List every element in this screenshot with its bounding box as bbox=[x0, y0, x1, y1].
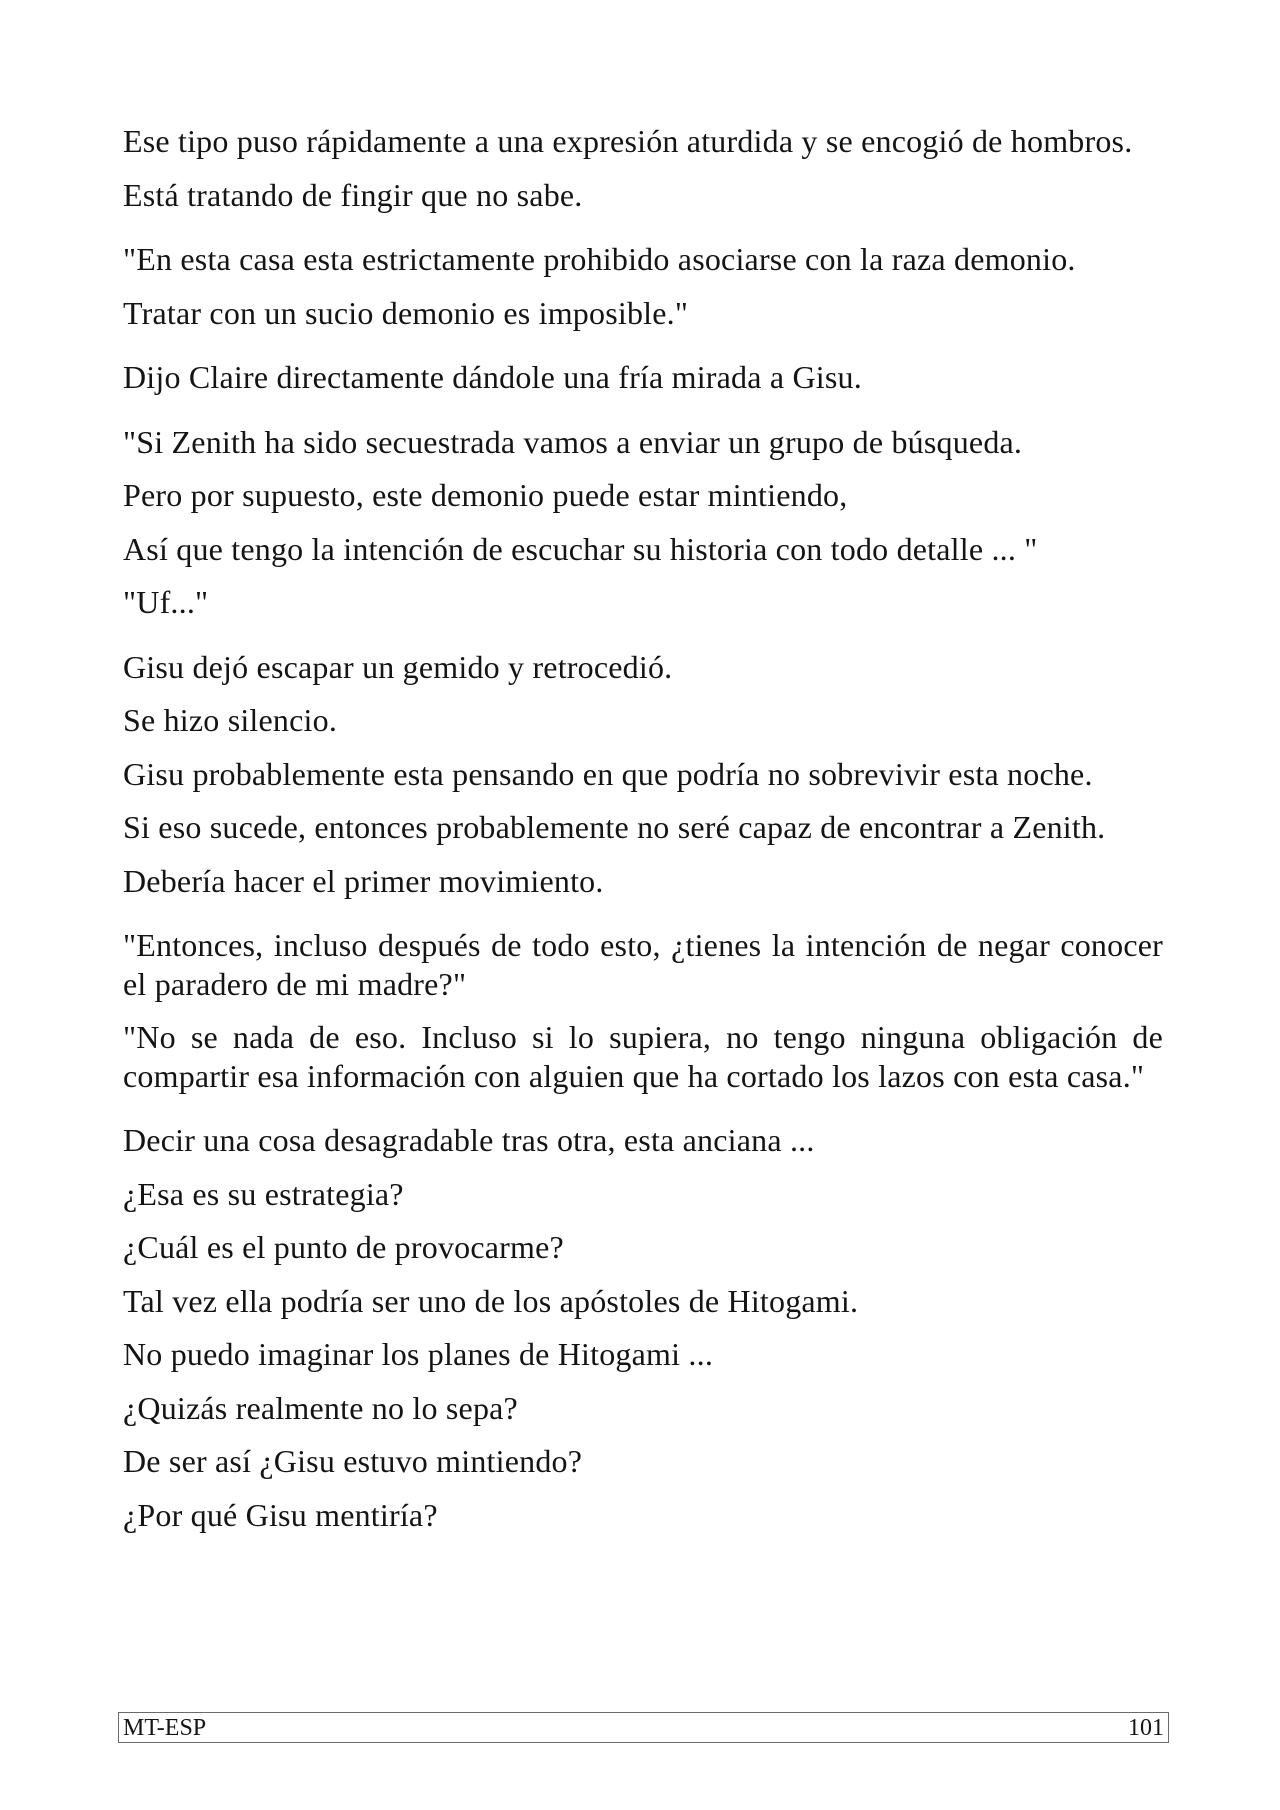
paragraph: Se hizo silencio. bbox=[123, 702, 338, 738]
paragraph: Dijo Claire directamente dándole una fría mirada a Gisu. bbox=[123, 359, 862, 395]
paragraph: "No se nada de eso. Incluso si lo supiera, no tengo ninguna obligación de compartir esa información con alguien que ha cortado los lazos con esta casa." bbox=[123, 1019, 1163, 1094]
footer-label: MT-ESP bbox=[123, 1714, 207, 1741]
paragraph: "Si Zenith ha sido secuestrada vamos a enviar un grupo de búsqueda. bbox=[123, 423, 1023, 460]
paragraph: Pero por supuesto, este demonio puede estar mintiendo, bbox=[123, 477, 848, 513]
paragraph: "Entonces, incluso después de todo esto, ¿tienes la intención de negar conocer el paradero de mi madre?" bbox=[123, 927, 1163, 1002]
paragraph: Gisu probablemente esta pensando en que podría no sobrevivir esta noche. bbox=[123, 755, 1093, 792]
paragraph: "Uf..." bbox=[123, 584, 209, 620]
paragraph: No puedo imaginar los planes de Hitogami ... bbox=[123, 1336, 714, 1372]
paragraph: Así que tengo la intención de escuchar su historia con todo detalle ... " bbox=[123, 530, 1038, 567]
paragraph: Tal vez ella podría ser uno de los apóstoles de Hitogami. bbox=[123, 1282, 859, 1319]
paragraph: ¿Cuál es el punto de provocarme? bbox=[123, 1229, 564, 1265]
paragraph: Debería hacer el primer movimiento. bbox=[123, 862, 604, 899]
paragraph: Decir una cosa desagradable tras otra, esta anciana ... bbox=[123, 1122, 815, 1158]
paragraph: ¿Quizás realmente no lo sepa? bbox=[123, 1389, 518, 1426]
paragraph: De ser así ¿Gisu estuvo mintiendo? bbox=[123, 1443, 583, 1479]
paragraph: Gisu dejó escapar un gemido y retrocedió. bbox=[123, 648, 673, 685]
paragraph: Ese tipo puso rápidamente a una expresión aturdida y se encogió de hombros. bbox=[123, 123, 1133, 159]
paragraph: Está tratando de fingir que no sabe. bbox=[123, 176, 583, 213]
paragraph: ¿Por qué Gisu mentiría? bbox=[123, 1496, 438, 1533]
page-footer bbox=[118, 1712, 1169, 1743]
paragraph: ¿Esa es su estrategia? bbox=[123, 1175, 404, 1212]
paragraph: "En esta casa esta estrictamente prohibido asociarse con la raza demonio. bbox=[123, 241, 1076, 277]
paragraph: Tratar con un sucio demonio es imposible." bbox=[123, 294, 689, 331]
page-number: 101 bbox=[1128, 1714, 1164, 1741]
paragraph: Si eso sucede, entonces probablemente no seré capaz de encontrar a Zenith. bbox=[123, 809, 1106, 845]
body-text bbox=[123, 122, 1163, 1534]
